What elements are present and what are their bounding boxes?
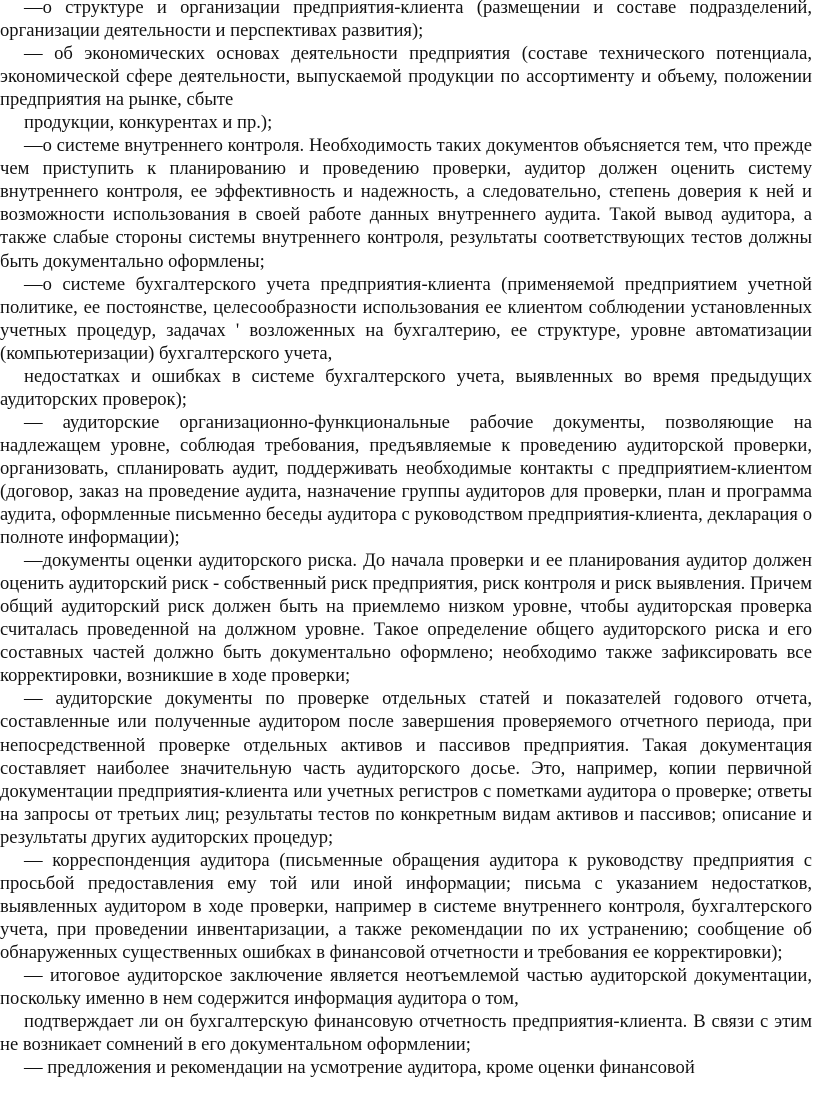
paragraph-final-opinion-continued: подтверждает ли он бухгалтерскую финансовую отчетность предприятия-клиента. В связи с этим не возникает сомнений в его документальном оформлении; (0, 1011, 812, 1056)
paragraph-organizational-documents: — аудиторские организационно-функциональные рабочие документы, позволяющие на надлежащем уровне, соблюдая требования, предъявляемые к проведению аудиторской проверки, организовать, спланировать аудит, поддерживать необходимые контакты с предприятием-клиентом (договор, заказ на проведение аудита, назначение группы аудиторов для проверки, план и программа аудита, оформленные письменно беседы аудитора с руководством предприятия-клиента, декларация о полноте информации); (0, 411, 812, 549)
paragraph-recommendations: — предложения и рекомендации на усмотрение аудитора, кроме оценки финансовой (24, 1057, 695, 1079)
paragraph-accounting-system: —о системе бухгалтерского учета предприятия-клиента (применяемой предприятием учетной политике, ее постоянстве, целесообразности использования ее клиентом соблюдении установленных учетных процедур, задачах ' возложенных на бухгалтерию, ее структуре, уровне автоматизации (компьютеризации) бухгалтерского учета, (0, 273, 812, 364)
paragraph-final-opinion: — итоговое аудиторское заключение является неотъемлемой частью аудиторской документации, поскольку именно в нем содержится информация аудитора о том, (0, 964, 812, 1010)
paragraph-economic-basis: — об экономических основах деятельности предприятия (составе технического потенциала, экономической сфере деятельности, выпускаемой продукции по ассортименту и объему, положении предприятия на рынке, сбыте (0, 43, 812, 111)
paragraph-report-items: — аудиторские документы по проверке отдельных статей и показателей годового отчета, составленные или полученные аудитором после завершения проверяемого отчетного периода, при непосредственной проверке отдельных активов и пассивов предприятия. Такая документация составляет наиболее значительную часть аудиторского досье. Это, например, копии первичной документации предприятия-клиента или учетных регистров с пометками аудитора о проверке; ответы на запросы от третьих лиц; результаты тестов по конкретным видам активов и пассивов; описание и результаты других аудиторских процедур; (0, 688, 812, 848)
paragraph-economic-basis-continued: продукции, конкурентах и пр.); (24, 112, 273, 134)
paragraph-internal-control: —о системе внутреннего контроля. Необходимость таких документов объясняется тем, что прежде чем приступить к планированию и проведению проверки, аудитор должен оценить систему внутреннего контроля, ее эффективность и надежность, а следовательно, степень доверия к ней и возможности использования в своей работе данных внутреннего аудита. Такой вывод аудитора, а также слабые стороны системы внутреннего контроля, результаты соответствующих тестов должны быть документально оформлены; (0, 135, 812, 272)
paragraph-organization-structure: —о структуре и организации предприятия-клиента (размещении и составе подразделений, организации деятельности и перспективах развития); (0, 0, 812, 42)
paragraph-correspondence: — корреспонденция аудитора (письменные обращения аудитора к руководству предприятия с просьбой предоставления ему той или иной информации; письма с указанием недостатков, выявленных аудитором в ходе проверки, например в системе внутреннего контроля, бухгалтерского учета, при проведении инвентаризации, а также рекомендации по их устранению; сообщение об обнаруженных существенных ошибках в финансовой отчетности и требования ее корректировки); (0, 849, 812, 963)
paragraph-accounting-errors: недостатках и ошибках в системе бухгалтерского учета, выявленных во время предыдущих аудиторских проверок); (0, 365, 812, 410)
paragraph-audit-risk: —документы оценки аудиторского риска. До начала проверки и ее планирования аудитор должен оценить аудиторский риск - собственный риск предприятия, риск контроля и риск выявления. Причем общий аудиторский риск должен быть на приемлемо низком уровне, чтобы аудиторская проверка считалась проведенной на должном уровне. Такое определение общего аудиторского риска и его составных частей должно быть документально оформлено; необходимо также зафиксировать все корректировки, возникшие в ходе проверки; (0, 550, 812, 687)
